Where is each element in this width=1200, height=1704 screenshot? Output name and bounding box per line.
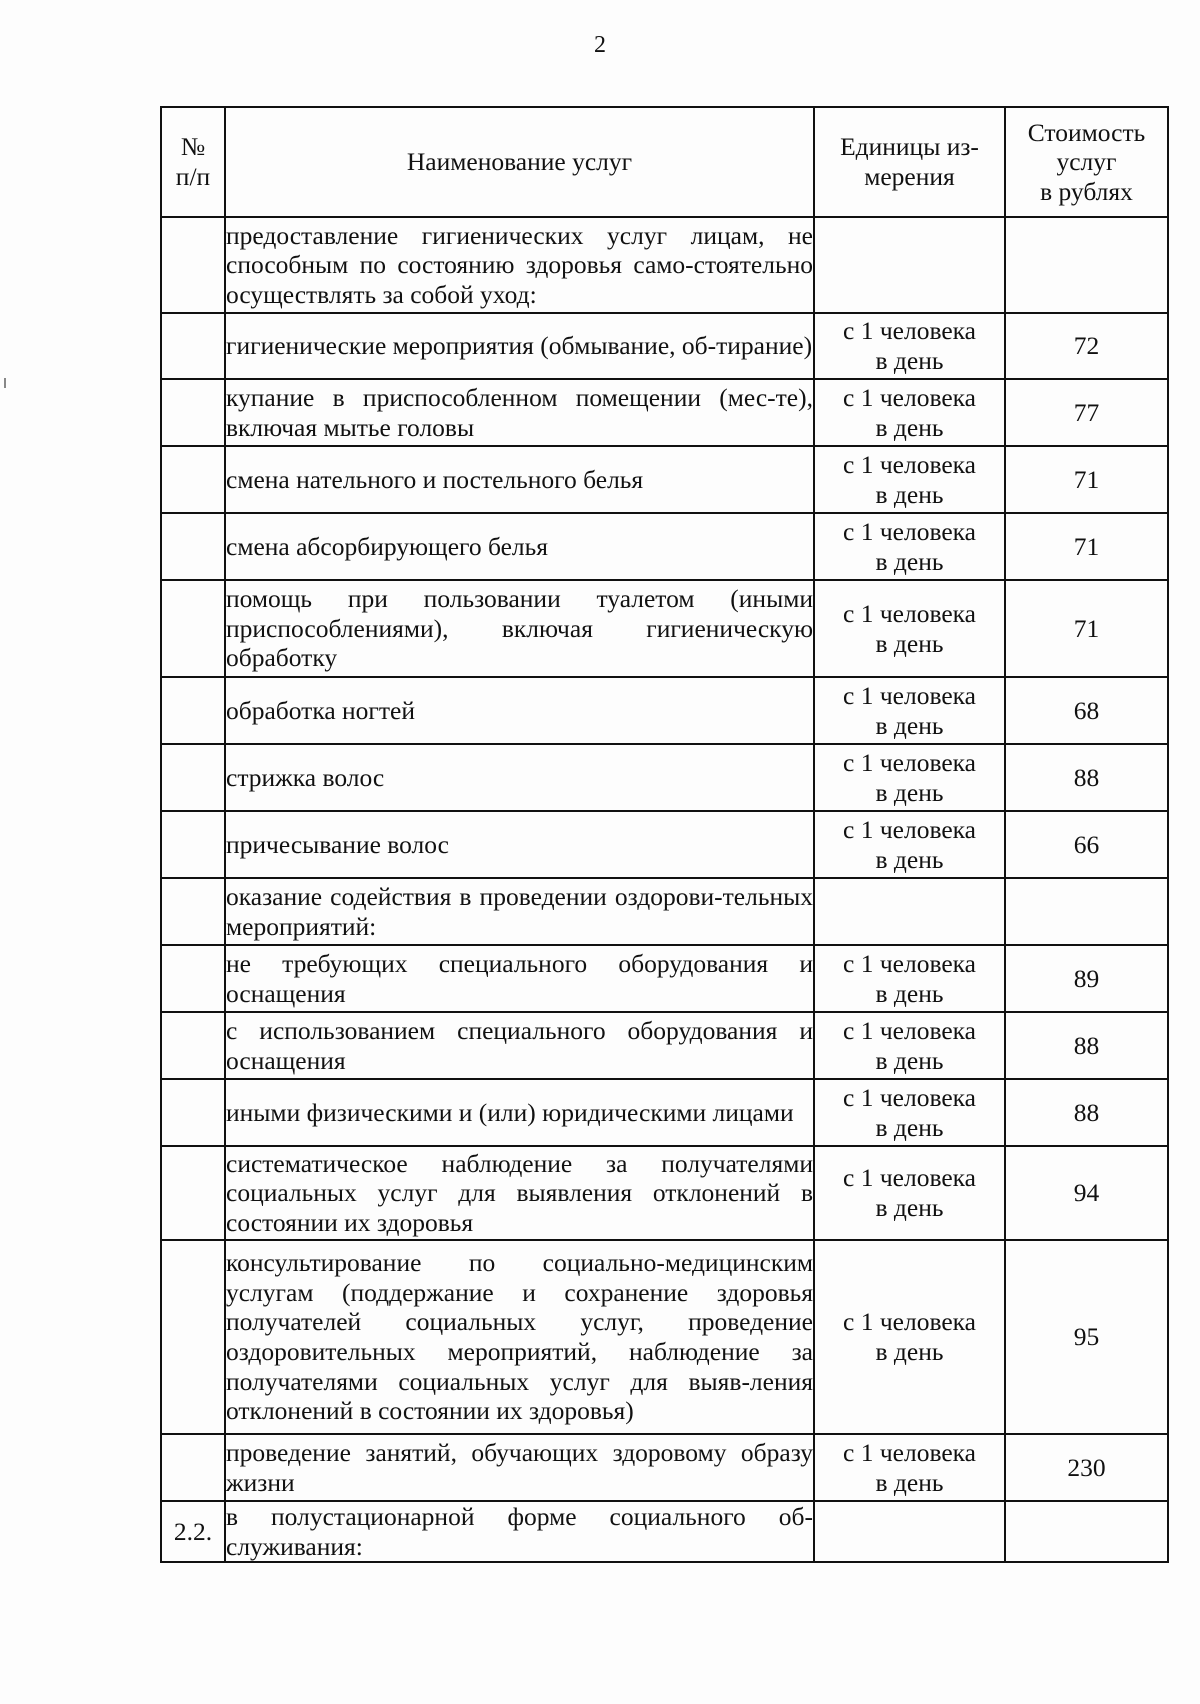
cell-num — [161, 446, 225, 513]
table-header-row — [161, 107, 1168, 217]
cell-cost: 230 — [1005, 1434, 1168, 1501]
cell-unit: с 1 человека в день — [814, 811, 1005, 878]
table-row — [161, 811, 1168, 878]
table-row — [161, 1012, 1168, 1079]
header-unit: Единицы из- мерения — [814, 107, 1005, 217]
cell-name: консультирование по социально-медицинским услугам (поддержание и сохранение здоровья получателей социальных услуг, проведение оздоровительных мероприятий, наблюдение за получателями социальных услуг для выяв-ления отклонений в состоянии их здоровья) — [225, 1240, 814, 1434]
cell-name: обработка ногтей — [225, 677, 814, 744]
cell-num — [161, 811, 225, 878]
cell-name: в полустационарной форме социального об-служивания: — [226, 1502, 813, 1561]
cell-unit: с 1 человека в день — [814, 1240, 1005, 1434]
cell-unit: с 1 человека в день — [814, 945, 1005, 1012]
cell-cost: 94 — [1005, 1146, 1168, 1240]
cell-num — [161, 217, 225, 313]
header-num: № п/п — [161, 107, 225, 217]
cell-cost: 66 — [1005, 811, 1168, 878]
cell-num — [161, 1012, 225, 1079]
cell-unit: с 1 человека в день — [814, 1012, 1005, 1079]
cell-cost — [1005, 217, 1168, 313]
cell-unit: с 1 человека в день — [814, 1079, 1005, 1146]
cell-unit: с 1 человека в день — [814, 1146, 1005, 1240]
cell-cost: 72 — [1005, 313, 1168, 379]
table-row — [161, 379, 1168, 446]
cell-unit: с 1 человека в день — [814, 1434, 1005, 1501]
cell-cost: 88 — [1005, 1012, 1168, 1079]
table-row — [161, 580, 1168, 677]
margin-mark — [4, 378, 6, 388]
cell-cost — [1005, 878, 1168, 945]
cell-cost: 95 — [1005, 1240, 1168, 1434]
cell-name: систематическое наблюдение за получателями социальных услуг для выявления отклонений в состоянии их здоровья — [225, 1146, 814, 1240]
cell-cost: 71 — [1005, 446, 1168, 513]
cell-cost: 89 — [1005, 945, 1168, 1012]
cell-name: помощь при пользовании туалетом (иными приспособлениями), включая гигиеническую обработку — [225, 580, 814, 677]
cell-name: оказание содействия в проведении оздорови-тельных мероприятий: — [225, 878, 814, 945]
header-cost: Стоимость услуг в рублях — [1005, 107, 1168, 217]
cell-unit: с 1 человека в день — [814, 744, 1005, 811]
cell-num — [161, 677, 225, 744]
cell-num — [161, 744, 225, 811]
cell-cost: 68 — [1005, 677, 1168, 744]
cell-name: иными физическими и (или) юридическими лицами — [225, 1079, 814, 1146]
header-name: Наименование услуг — [225, 107, 814, 217]
cell-unit: с 1 человека в день — [814, 313, 1005, 379]
table-row — [161, 1434, 1168, 1501]
cell-name: смена абсорбирующего белья — [225, 513, 814, 580]
table-row — [161, 1146, 1168, 1240]
cell-cost: 71 — [1005, 580, 1168, 677]
page-number: 2 — [594, 32, 606, 58]
cell-num — [161, 945, 225, 1012]
cell-cost: 71 — [1005, 513, 1168, 580]
table-row — [161, 878, 1168, 945]
cell-cost: 88 — [1005, 1079, 1168, 1146]
table-row — [161, 1079, 1168, 1146]
table-row — [161, 1240, 1168, 1434]
cell-cost: 88 — [1005, 744, 1168, 811]
cell-name: смена нательного и постельного белья — [225, 446, 814, 513]
table-row — [161, 677, 1168, 744]
cell-name: с использованием специального оборудования и оснащения — [225, 1012, 814, 1079]
cell-num — [161, 1146, 225, 1240]
cell-num — [161, 513, 225, 580]
cell-unit: с 1 человека в день — [814, 379, 1005, 446]
cell-cost: 77 — [1005, 379, 1168, 446]
cell-unit: с 1 человека в день — [814, 446, 1005, 513]
cell-name: предоставление гигиенических услуг лицам, не способным по состоянию здоровья само-стоятельно осуществлять за собой уход: — [225, 217, 814, 313]
table-row — [161, 217, 1168, 313]
cell-name: не требующих специального оборудования и оснащения — [225, 945, 814, 1012]
cell-num — [161, 580, 225, 677]
cell-name: стрижка волос — [225, 744, 814, 811]
cell-name: купание в приспособленном помещении (мес-те), включая мытье головы — [225, 379, 814, 446]
table-row — [161, 513, 1168, 580]
table-row — [161, 744, 1168, 811]
cell-num — [161, 1434, 225, 1501]
cell-unit — [814, 217, 1005, 313]
cell-num — [161, 878, 225, 945]
table-row — [161, 313, 1168, 379]
cell-num — [161, 379, 225, 446]
cell-num — [161, 313, 225, 379]
cell-name: проведение занятий, обучающих здоровому образу жизни — [225, 1434, 814, 1501]
services-price-table — [160, 106, 1169, 1563]
cell-unit: с 1 человека в день — [814, 513, 1005, 580]
cell-unit: с 1 человека в день — [814, 677, 1005, 744]
cell-num: 2.2. — [161, 1501, 225, 1562]
cell-unit — [814, 878, 1005, 945]
table-row — [161, 1501, 1168, 1562]
cell-unit: с 1 человека в день — [814, 580, 1005, 677]
table-row — [161, 446, 1168, 513]
cell-name: причесывание волос — [225, 811, 814, 878]
cell-cost — [1005, 1501, 1168, 1562]
cell-name: гигиенические мероприятия (обмывание, об-тирание) — [225, 313, 814, 379]
cell-num — [161, 1079, 225, 1146]
cell-unit — [814, 1501, 1005, 1562]
table-row — [161, 945, 1168, 1012]
cell-num — [161, 1240, 225, 1434]
